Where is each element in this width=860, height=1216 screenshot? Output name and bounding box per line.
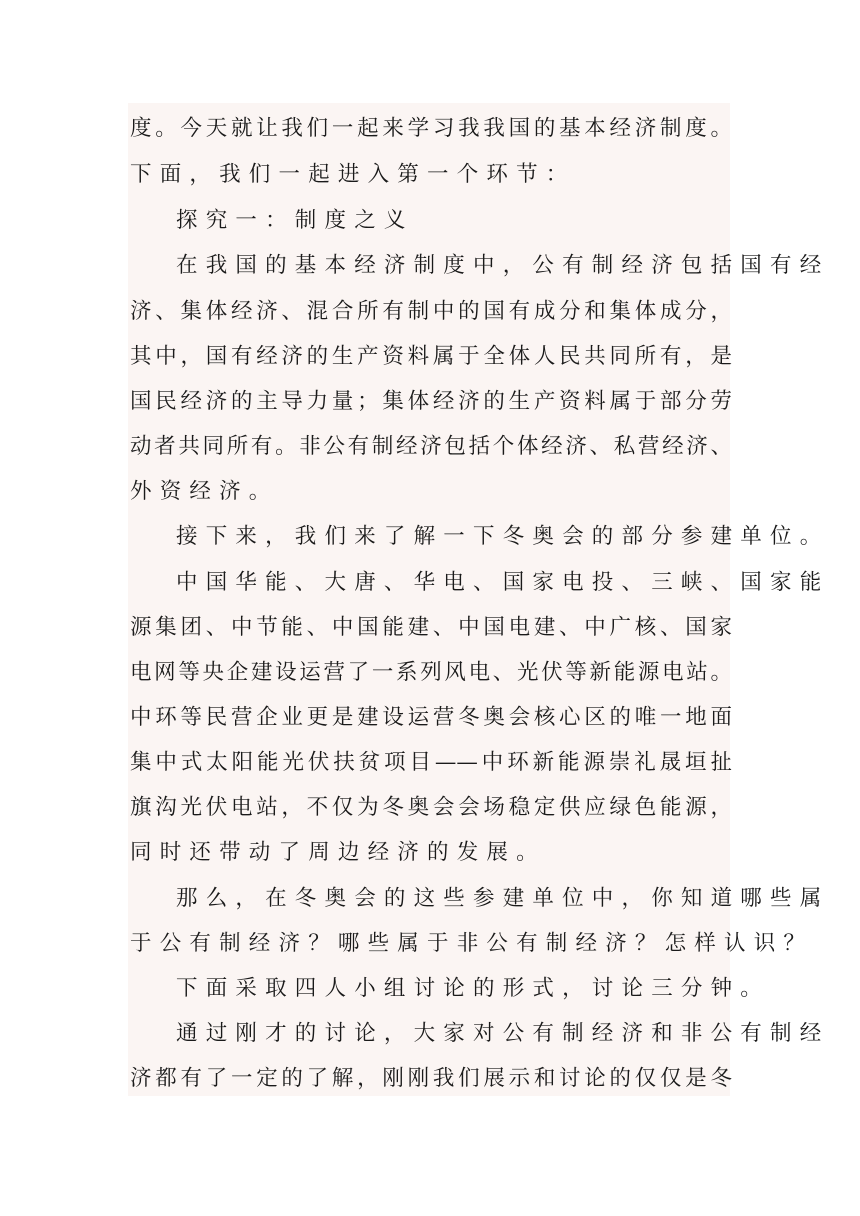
text-line: 度。今天就让我们一起来学习我我国的基本经济制度。 xyxy=(130,116,732,141)
text-line: 于公有制经济？哪些属于非公有制经济？怎样认识？ xyxy=(130,931,814,956)
text-line: 下面，我们一起进入第一个环节： xyxy=(130,162,576,187)
text-line: 其中，国有经济的生产资料属于全体人民共同所有，是 xyxy=(130,344,732,369)
document-text-block xyxy=(128,103,830,1096)
text-line: 集中式太阳能光伏扶贫项目——中环新能源崇礼晟垣扯 xyxy=(130,750,732,775)
text-line: 济、集体经济、混合所有制中的国有成分和集体成分， xyxy=(130,299,732,324)
text-line: 同时还带动了周边经济的发展。 xyxy=(130,840,546,865)
text-line: 下面采取四人小组讨论的形式，讨论三分钟。 xyxy=(176,976,771,1001)
text-line: 电网等央企建设运营了一系列风电、光伏等新能源电站。 xyxy=(130,660,732,685)
text-line: 国民经济的主导力量；集体经济的生产资料属于部分劳 xyxy=(130,389,732,414)
text-line: 源集团、中节能、中国能建、中国电建、中广核、国家 xyxy=(130,615,732,640)
text-line: 通过刚才的讨论，大家对公有制经济和非公有制经 xyxy=(176,1021,830,1046)
text-line: 动者共同所有。非公有制经济包括个体经济、私营经济、 xyxy=(130,434,732,459)
text-line: 在我国的基本经济制度中，公有制经济包括国有经 xyxy=(176,253,830,278)
text-line: 外资经济。 xyxy=(130,479,279,504)
text-line: 中国华能、大唐、华电、国家电投、三峡、国家能 xyxy=(176,570,830,595)
section-heading: 探究一：制度之义 xyxy=(176,208,414,233)
text-line: 济都有了一定的了解，刚刚我们展示和讨论的仅仅是冬 xyxy=(130,1066,732,1091)
text-line: 旗沟光伏电站，不仅为冬奥会会场稳定供应绿色能源， xyxy=(130,795,732,820)
text-line: 接下来，我们来了解一下冬奥会的部分参建单位。 xyxy=(176,524,830,549)
text-line: 那么，在冬奥会的这些参建单位中，你知道哪些属 xyxy=(176,886,830,911)
text-line: 中环等民营企业更是建设运营冬奥会核心区的唯一地面 xyxy=(130,705,732,730)
